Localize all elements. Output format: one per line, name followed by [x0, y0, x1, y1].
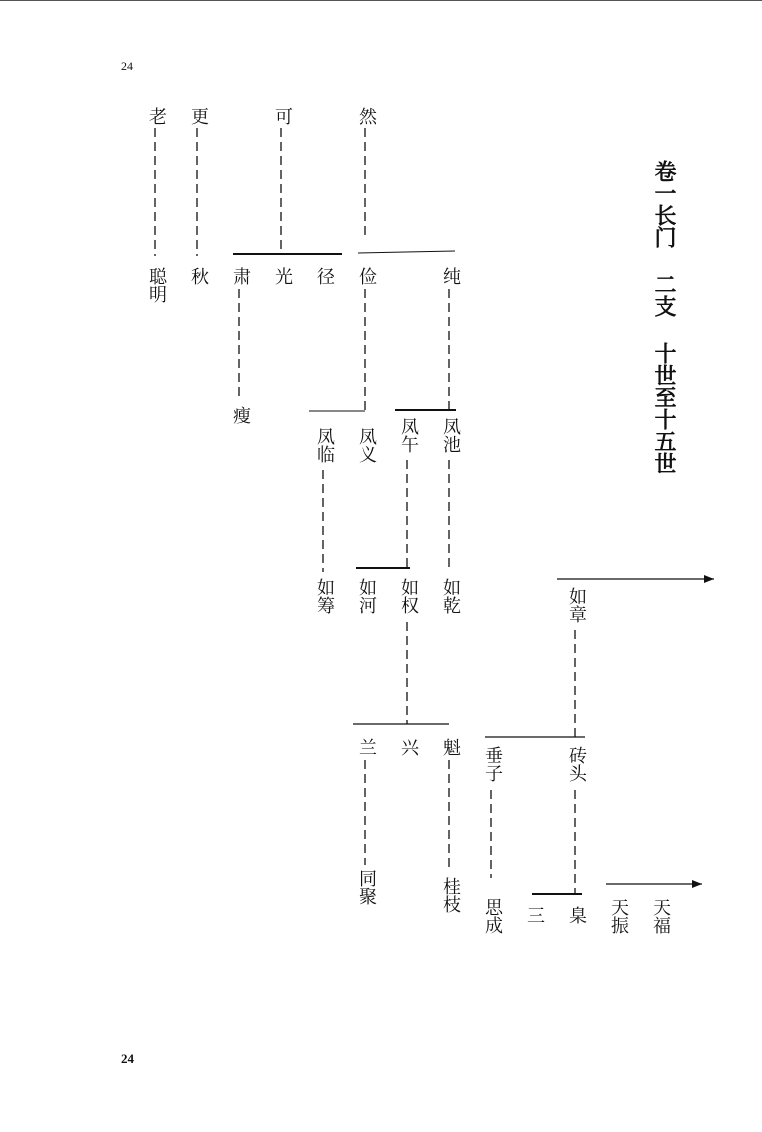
name-chun: 纯: [440, 267, 461, 285]
name-tianzhen: 天振: [608, 898, 629, 934]
name-kui: 魁: [440, 738, 461, 756]
bar-ran-sons: [358, 251, 455, 253]
name-geng: 更: [188, 107, 209, 125]
page-number-bottom: 24: [121, 1051, 134, 1066]
name-jian: 俭: [356, 267, 377, 285]
name-guizhi: 桂枝: [440, 877, 461, 913]
name-ruzhang: 如章: [566, 587, 587, 623]
page-title: 卷一长门 二支 十世至十五世: [651, 160, 676, 474]
name-ruquan: 如权: [398, 578, 419, 614]
name-fengwu: 凤午: [398, 417, 419, 453]
name-lao: 老: [146, 107, 167, 125]
name-lan: 兰: [356, 738, 377, 756]
name-ke: 可: [272, 107, 293, 125]
name-fenglin: 凤临: [314, 427, 335, 463]
name-chuizi: 垂子: [482, 746, 503, 782]
name-ruqian: 如乾: [440, 578, 461, 614]
page-number-top: 24: [121, 59, 133, 73]
name-nie: 臬: [566, 906, 587, 924]
name-sicheng: 思成: [482, 898, 503, 934]
name-ruchou: 如筹: [314, 578, 335, 614]
name-san: 三: [524, 906, 545, 924]
name-qiu: 秋: [188, 267, 209, 285]
name-zhuantou: 砖头: [566, 746, 587, 782]
name-fengchi: 凤池: [440, 417, 461, 453]
name-tianfu: 天福: [650, 898, 671, 934]
name-xing: 兴: [398, 738, 419, 756]
name-tongju: 同聚: [356, 869, 377, 905]
name-congming: 聪明: [146, 267, 167, 303]
name-fengyi: 凤义: [356, 427, 377, 463]
name-guang: 光: [272, 267, 293, 285]
name-shou: 瘦: [230, 406, 251, 424]
name-ran: 然: [356, 107, 377, 125]
name-su: 肃: [230, 267, 251, 285]
name-jing: 径: [314, 267, 335, 285]
name-ruhe: 如河: [356, 578, 377, 614]
